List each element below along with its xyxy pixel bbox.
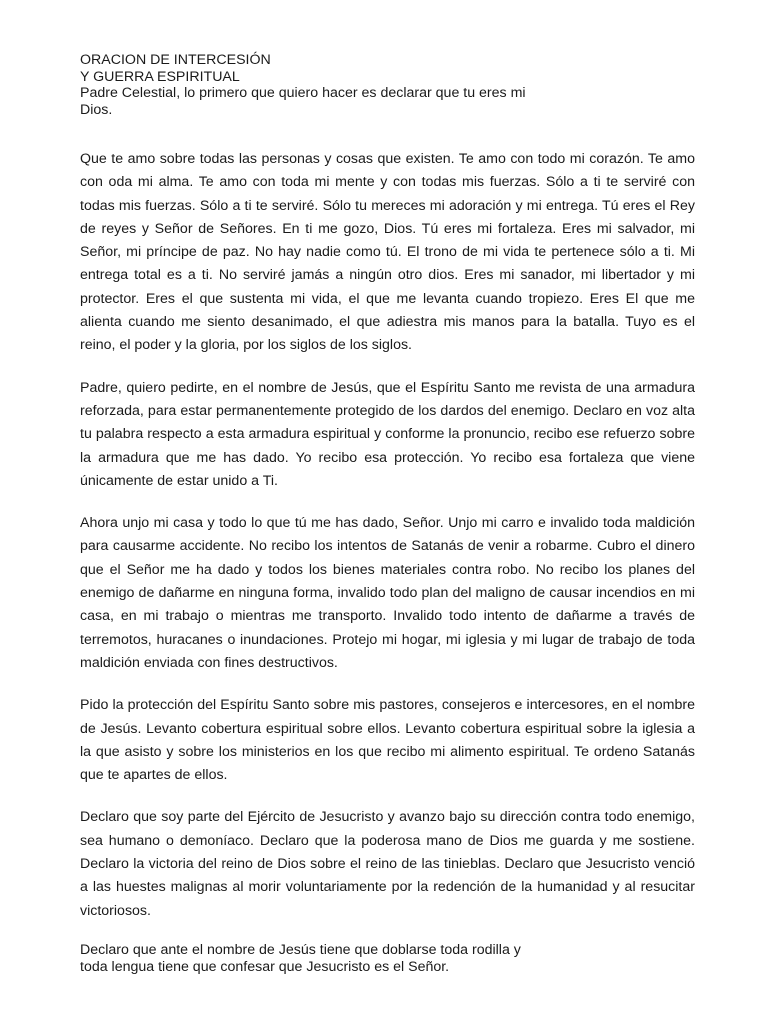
intro-line-2: Dios. — [80, 101, 113, 118]
closing-line-1: Declaro que ante el nombre de Jesús tiene que doblarse toda rodilla y — [80, 941, 521, 958]
document-content — [80, 52, 695, 976]
closing-line-2: toda lengua tiene que confesar que Jesucristo es el Señor. — [80, 958, 450, 975]
paragraph-adoration: Que te amo sobre todas las personas y cosas que existen. Te amo con todo mi corazón. Te amo con oda mi alma. Te amo con toda mi mente y con todas mis fuerzas. Sólo a ti te serviré con todas mis fuerzas. Sólo a ti te serviré. Sólo tu mereces mi adoración y mi entrega. Tú eres el Rey de reyes y Señor de Señores. En ti me gozo, Dios. Tú eres mi fortaleza. Eres mi salvador, mi Señor, mi príncipe de paz. No hay nadie como tú. El trono de mi vida te pertenece sólo a ti. Mi entrega total es a ti. No serviré jamás a ningún otro dios. Eres mi sanador, mi libertador y mi protector. Eres el que sustenta mi vida, el que me levanta cuando tropiezo. Eres El que me alienta cuando me siento desanimado, el que adiestra mis manos para la batalla. Tuyo es el reino, el poder y la gloria, por los siglos de los siglos. — [80, 151, 695, 354]
paragraph-declaration: Declaro que soy parte del Ejército de Jesucristo y avanzo bajo su dirección contra todo enemigo, sea humano o demoníaco. Declaro que la poderosa mano de Dios me guarda y me sostiene. Declaro la victoria del reino de Dios sobre el reino de las tinieblas. Declaro que Jesucristo venció a las huestes malignas al morir voluntariamente por la redención de la humanidad y al resucitar victoriosos. — [80, 809, 695, 919]
paragraph-armor: Padre, quiero pedirte, en el nombre de Jesús, que el Espíritu Santo me revista de una armadura reforzada, para estar permanentemente protegido de los dardos del enemigo. Declaro en voz alta tu palabra respecto a esta armadura espiritual y conforme la pronuncio, recibo ese refuerzo sobre la armadura que me has dado. Yo recibo esa protección. Yo recibo esa fortaleza que viene únicamente de estar unido a Ti. — [80, 379, 695, 489]
document-title-line-2: Y GUERRA ESPIRITUAL — [80, 68, 240, 85]
document-header — [80, 52, 695, 118]
paragraph-protection: Pido la protección del Espíritu Santo sobre mis pastores, consejeros e intercesores, en el nombre de Jesús. Levanto cobertura espiritual sobre ellos. Levanto cobertura espiritual sobre la iglesia a la que asisto y sobre los ministerios en los que recibo mi alimento espiritual. Te ordeno Satanás que te apartes de ellos. — [80, 697, 695, 784]
intro-line-1: Padre Celestial, lo primero que quiero hacer es declarar que tu eres mi — [80, 85, 526, 101]
closing-declaration — [80, 942, 695, 976]
paragraph-anointing: Ahora unjo mi casa y todo lo que tú me has dado, Señor. Unjo mi carro e invalido toda maldición para causarme accidente. No recibo los intentos de Satanás de venir a robarme. Cubro el dinero que el Señor me ha dado y todos los bienes materiales contra robo. No recibo los planes del enemigo de dañarme en ninguna forma, invalido todo plan del maligno de causar incendios en mi casa, en mi trabajo o mientras me transporto. Invalido todo intento de dañarme a través de terremotos, huracanes o inundaciones. Protejo mi hogar, mi iglesia y mi lugar de trabajo de toda maldición enviada con fines destructivos. — [80, 515, 695, 671]
document-title-line-1: ORACION DE INTERCESIÓN — [80, 52, 271, 68]
